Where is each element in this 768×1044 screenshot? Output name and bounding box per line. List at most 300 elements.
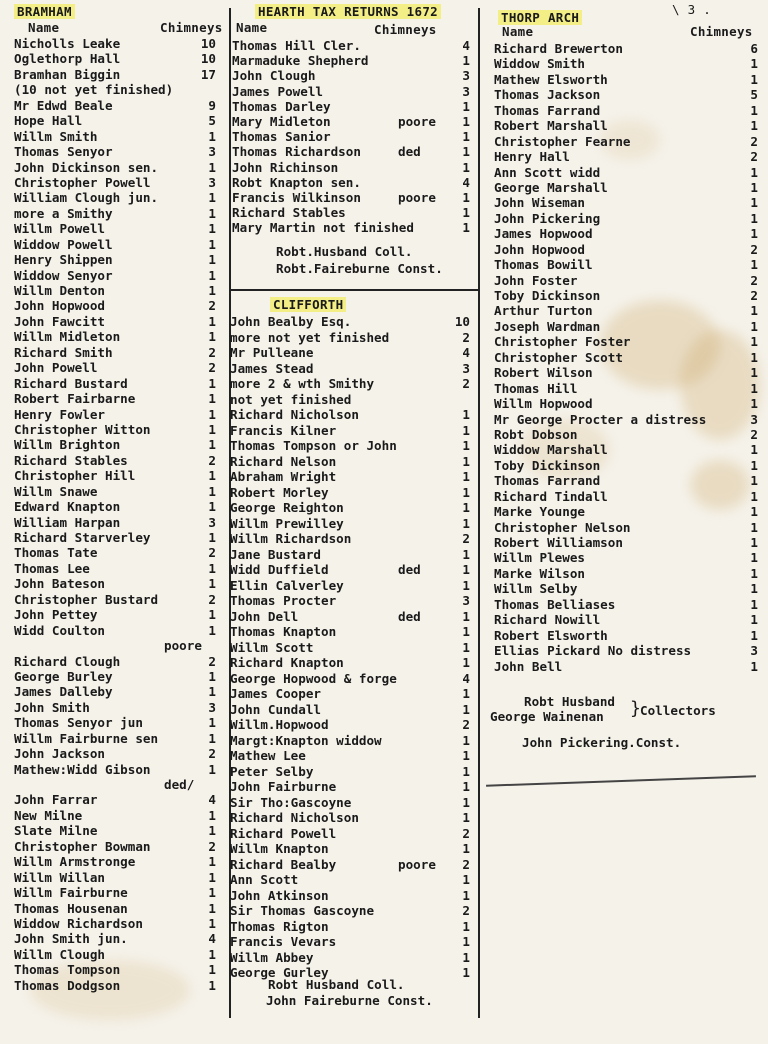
list-item [14, 160, 228, 175]
entry-note: poore [398, 189, 436, 205]
entry-name: Henry Shippen [14, 252, 113, 268]
entry-chimneys: 1 [462, 469, 470, 484]
entry-name: Richard Bealby [230, 856, 337, 872]
entry-chimneys: 1 [750, 257, 758, 273]
entry-chimneys: 1 [462, 810, 470, 825]
entry-chimneys: 1 [208, 267, 216, 283]
entry-name: Thomas Sanior [232, 129, 331, 145]
entry-name: John Clough [232, 68, 316, 84]
list-item [230, 423, 474, 439]
list-item [494, 226, 762, 241]
entry-chimneys: 1 [208, 128, 216, 144]
list-item [230, 717, 474, 733]
list-item [232, 144, 474, 159]
entry-name: John Fawcitt [14, 313, 105, 329]
entry-name: (10 not yet finished) [14, 82, 174, 98]
entry-name: Robert Wilson [494, 365, 593, 381]
list-item [230, 810, 474, 826]
list-item [14, 515, 228, 530]
list-item [230, 500, 474, 516]
list-item [494, 350, 762, 365]
entry-name: Thomas Belliases [494, 596, 616, 612]
collectors-brace: } [630, 698, 641, 719]
list-item [14, 82, 228, 97]
entry-name: Henry Fowler [14, 406, 105, 422]
entry-chimneys: 1 [462, 484, 470, 500]
list-item [494, 489, 762, 504]
entry-chimneys: 10 [454, 314, 470, 329]
entry-name: Willm Plewes [494, 550, 585, 566]
entry-chimneys: 1 [750, 535, 758, 550]
entry-chimneys: 1 [462, 639, 470, 655]
list-item [230, 950, 474, 966]
entry-chimneys: 1 [750, 380, 758, 396]
entry-chimneys: 1 [208, 869, 216, 885]
entry-name: Thomas Hill Cler. [232, 38, 361, 53]
list-item [14, 51, 228, 66]
entry-chimneys: 1 [462, 422, 470, 438]
list-item [494, 566, 762, 581]
entry-name: Willm Scott [230, 639, 314, 655]
list-item [14, 314, 228, 329]
list-item [230, 438, 474, 454]
entry-name: Richard Smith [14, 344, 113, 360]
list-item [232, 38, 474, 53]
entry-name: John Bealby Esq. [230, 314, 352, 329]
list-item [14, 885, 228, 900]
entry-note: ded [398, 144, 421, 160]
entry-name: Willm Hopwood [494, 396, 593, 412]
entry-chimneys: 1 [208, 946, 216, 962]
entry-chimneys: 1 [208, 977, 216, 993]
entry-name: John Dell [230, 608, 299, 624]
entry-chimneys: 9 [208, 97, 216, 113]
entry-chimneys: 1 [462, 189, 470, 205]
entry-chimneys: 1 [462, 949, 470, 965]
list-item [230, 547, 474, 563]
entry-name: Thomas Darley [232, 98, 331, 114]
entry-chimneys: 1 [208, 715, 216, 731]
list-item [230, 345, 474, 361]
list-item [230, 624, 474, 640]
list-item [230, 872, 474, 888]
entry-name: John Smith jun. [14, 931, 128, 947]
entry-name: Sir Thomas Gascoyne [230, 903, 375, 918]
entry-name: Christopher Powell [14, 174, 151, 190]
list-item [230, 330, 474, 346]
entry-chimneys: 1 [750, 365, 758, 381]
entry-chimneys: 2 [208, 838, 216, 854]
list-item [230, 516, 474, 532]
entry-chimneys: 1 [462, 624, 470, 639]
entry-name: Thomas Bowill [494, 257, 593, 273]
entry-chimneys: 1 [462, 438, 470, 453]
entry-chimneys: 3 [462, 68, 470, 84]
entry-name: Henry Hall [494, 149, 570, 165]
entry-chimneys: 2 [462, 903, 470, 918]
entry-chimneys: 1 [208, 823, 216, 839]
section-divider [229, 289, 480, 291]
entry-chimneys: 2 [750, 241, 758, 257]
list-item [232, 99, 474, 114]
entry-name: James Dalleby [14, 684, 113, 700]
entry-chimneys: 1 [462, 748, 470, 763]
entry-chimneys: 1 [208, 962, 216, 978]
entry-name: Richard Knapton [230, 655, 344, 670]
list-item [230, 562, 474, 578]
entry-chimneys: 1 [750, 195, 758, 211]
entry-name: Robert Marshall [494, 118, 608, 134]
list-item [232, 129, 474, 144]
entry-chimneys: 2 [208, 746, 216, 762]
entry-chimneys: 1 [462, 732, 470, 748]
entry-chimneys: 1 [462, 655, 470, 670]
list-item [494, 56, 762, 71]
entry-chimneys: 1 [462, 159, 470, 175]
list-item [14, 808, 228, 823]
list-item [230, 795, 474, 811]
list-item [494, 628, 762, 643]
entry-name: Joseph Wardman [494, 318, 601, 334]
list-item [14, 206, 228, 221]
list-item [230, 640, 474, 656]
clifforth-collector: Robt Husband Coll. [268, 977, 405, 992]
list-item [14, 777, 228, 792]
entry-chimneys: 1 [750, 519, 758, 535]
entry-name: more not yet finished [230, 329, 390, 345]
entry-note: ded [398, 608, 421, 624]
list-item [230, 655, 474, 671]
entry-name: Widdow Smith [494, 56, 585, 72]
entry-name: Hope Hall [14, 113, 83, 129]
list-item [494, 581, 762, 596]
entry-name: Arthur Turton [494, 303, 593, 319]
entry-name: Ann Scott widd [494, 164, 601, 180]
list-item [230, 593, 474, 609]
entry-name: Mathew Elsworth [494, 71, 608, 87]
entry-name: John Atkinson [230, 887, 329, 903]
entry-chimneys: 1 [462, 500, 470, 515]
entry-name: Willm Knapton [230, 841, 329, 856]
entry-chimneys: 1 [462, 779, 470, 794]
entry-name: more 2 & wth Smithy [230, 376, 375, 391]
entry-note: poore [164, 638, 202, 654]
entry-chimneys: 1 [750, 71, 758, 87]
list-item [494, 149, 762, 164]
list-item [232, 84, 474, 99]
entry-name: Margt:Knapton widdow [230, 732, 382, 748]
entry-name: Toby Dickinson [494, 288, 601, 303]
entry-chimneys: 1 [462, 763, 470, 779]
entry-name: Willm.Hopwood [230, 717, 329, 732]
entry-chimneys: 2 [750, 133, 758, 149]
entry-chimneys: 4 [462, 345, 470, 360]
list-item [494, 118, 762, 133]
list-item [14, 870, 228, 885]
entry-name: Willm Richardson [230, 531, 352, 546]
entry-chimneys: 1 [208, 313, 216, 329]
list-item [14, 329, 228, 344]
list-item [14, 916, 228, 931]
entry-chimneys: 4 [208, 931, 216, 947]
entry-chimneys: 1 [462, 965, 470, 980]
list-item [232, 220, 474, 235]
entry-name: Robert Morley [230, 484, 329, 500]
list-item [230, 469, 474, 485]
list-item [14, 592, 228, 607]
entry-chimneys: 1 [208, 421, 216, 437]
list-item [14, 376, 228, 391]
list-item [14, 422, 228, 437]
list-item [230, 903, 474, 919]
list-item [14, 947, 228, 962]
entry-chimneys: 4 [462, 38, 470, 53]
entry-name: Thomas Lee [14, 560, 90, 576]
entry-name: Robert Elsworth [494, 627, 608, 643]
list-item [14, 391, 228, 406]
entry-name: John Smith [14, 699, 90, 715]
entry-name: William Harpan [14, 514, 121, 530]
entry-name: John Foster [494, 272, 578, 288]
entry-name: Nicholls Leake [14, 36, 121, 51]
list-item [14, 530, 228, 545]
list-item [14, 113, 228, 128]
entry-name: George Gurley [230, 965, 329, 980]
middle-header-name: Name [236, 20, 268, 35]
entry-name: Thomas Tompson [14, 962, 121, 978]
left-header-chimneys: Chimneys [160, 20, 223, 35]
list-item [14, 607, 228, 622]
list-item [14, 746, 228, 761]
entry-chimneys: 1 [750, 349, 758, 365]
entry-chimneys: 3 [462, 83, 470, 99]
entry-chimneys: 4 [208, 792, 216, 808]
entry-name: John Wiseman [494, 195, 585, 211]
list-item [494, 180, 762, 195]
entry-chimneys: 1 [462, 934, 470, 949]
entry-chimneys: 2 [750, 149, 758, 165]
entry-chimneys: 1 [208, 622, 216, 638]
list-item [494, 288, 762, 303]
entry-chimneys: 1 [462, 562, 470, 577]
entry-chimneys: 2 [750, 272, 758, 288]
list-item [14, 684, 228, 699]
entry-chimneys: 1 [462, 220, 470, 236]
entry-name: Marke Younge [494, 504, 585, 520]
entry-name: Willm Abbey [230, 949, 314, 965]
entry-name: Francis Wilkinson [232, 189, 361, 205]
list-item [494, 458, 762, 473]
entry-name: George Marshall [494, 179, 608, 195]
entry-chimneys: 1 [750, 334, 758, 350]
entry-chimneys: 1 [208, 190, 216, 206]
list-item [230, 361, 474, 377]
entry-name: Robert Williamson [494, 535, 623, 550]
entry-name: Mr George Procter a distress [494, 411, 707, 427]
clifforth-list [230, 314, 474, 981]
list-item [494, 643, 762, 658]
list-item [14, 654, 228, 669]
entry-name: John Cundall [230, 701, 321, 717]
entry-name: Christopher Bowman [14, 838, 151, 854]
list-item [14, 283, 228, 298]
list-item [14, 175, 228, 190]
entry-chimneys: 1 [208, 730, 216, 746]
entry-chimneys: 3 [750, 643, 758, 659]
entry-chimneys: 1 [208, 252, 216, 268]
entry-name: Richard Starverley [14, 530, 151, 545]
entry-name: John Dickinson sen. [14, 159, 159, 175]
entry-name: Widdow Powell [14, 236, 113, 252]
entry-name: not yet finished [230, 391, 352, 407]
entry-chimneys: 1 [208, 159, 216, 175]
middle-header-chimneys: Chimneys [374, 22, 437, 37]
entry-chimneys: 1 [462, 887, 470, 903]
entry-name: Christopher Fearne [494, 133, 631, 149]
list-item [494, 273, 762, 288]
list-item [230, 686, 474, 702]
collector-1: Robt Husband [524, 694, 615, 709]
entry-chimneys: 1 [750, 565, 758, 581]
entry-chimneys: 1 [208, 530, 216, 545]
list-item [14, 453, 228, 468]
entry-name: Robt Knapton sen. [232, 174, 361, 190]
entry-chimneys: 1 [462, 205, 470, 221]
entry-chimneys: 1 [462, 701, 470, 717]
list-item [230, 392, 474, 408]
right-header-name: Name [502, 24, 534, 39]
entry-name: Peter Selby [230, 763, 314, 779]
entry-name: Christopher Hill [14, 468, 136, 484]
entry-name: John Hopwood [14, 298, 105, 314]
entry-chimneys: 1 [462, 98, 470, 114]
list-item [494, 396, 762, 411]
entry-chimneys: 1 [750, 102, 758, 118]
list-item [494, 520, 762, 535]
entry-chimneys: 1 [750, 318, 758, 334]
entry-chimneys: 3 [462, 360, 470, 376]
entry-name: Toby Dickinson [494, 457, 601, 473]
entry-name: Mary Martin not finished [232, 220, 414, 236]
entry-name: Slate Milne [14, 823, 98, 839]
entry-chimneys: 1 [462, 794, 470, 810]
list-item [14, 978, 228, 993]
place-clifforth: CLIFFORTH [270, 297, 346, 312]
entry-chimneys: 1 [208, 668, 216, 684]
entry-chimneys: 1 [750, 581, 758, 597]
entry-name: Thomas Hill [494, 380, 578, 396]
place-thorp-arch: THORP ARCH [498, 10, 582, 25]
list-item [14, 962, 228, 977]
entry-chimneys: 1 [208, 468, 216, 484]
entry-name: Widd Coulton [14, 622, 105, 638]
entry-name: Willm Fairburne [14, 885, 128, 901]
list-item [494, 134, 762, 149]
list-item [494, 195, 762, 210]
list-item [494, 103, 762, 118]
entry-note: poore [398, 856, 436, 872]
entry-name: Richard Nicholson [230, 407, 359, 422]
list-item [230, 407, 474, 423]
entry-chimneys: 1 [462, 546, 470, 562]
entry-chimneys: 1 [462, 918, 470, 934]
list-item [230, 857, 474, 873]
entry-chimneys: 1 [208, 684, 216, 700]
entry-name: Thomas Tompson or John [230, 438, 397, 453]
list-item [494, 427, 762, 442]
list-item [14, 792, 228, 807]
entry-chimneys: 1 [750, 504, 758, 520]
list-item [494, 535, 762, 550]
list-item [14, 298, 228, 313]
entry-name: Jane Bustard [230, 546, 321, 562]
list-item [14, 561, 228, 576]
entry-chimneys: 1 [208, 915, 216, 931]
entry-chimneys: 3 [462, 593, 470, 608]
entry-chimneys: 1 [208, 761, 216, 777]
list-item [14, 252, 228, 267]
entry-chimneys: 1 [750, 210, 758, 226]
list-item [494, 442, 762, 457]
entry-chimneys: 1 [462, 407, 470, 422]
entry-name: Thomas Rigton [230, 918, 329, 934]
entry-chimneys: 1 [208, 406, 216, 422]
entry-chimneys: 2 [462, 856, 470, 872]
list-item [14, 98, 228, 113]
entry-chimneys: 1 [750, 627, 758, 643]
entry-chimneys: 1 [462, 841, 470, 856]
entry-name: Mr Pulleane [230, 345, 314, 360]
entry-chimneys: 1 [462, 53, 470, 69]
entry-chimneys: 10 [200, 36, 216, 51]
list-item [494, 597, 762, 612]
list-item [14, 190, 228, 205]
entry-chimneys: 1 [208, 576, 216, 592]
entry-chimneys: 2 [750, 288, 758, 303]
list-item [14, 484, 228, 499]
list-item [494, 257, 762, 272]
list-item [14, 499, 228, 514]
list-item [494, 242, 762, 257]
entry-name: Mary Midleton [232, 113, 331, 129]
entry-chimneys: 1 [462, 608, 470, 624]
entry-name: Oglethorp Hall [14, 51, 121, 67]
entry-name: Richard Clough [14, 653, 121, 669]
entry-chimneys: 1 [462, 515, 470, 531]
scribble-line [486, 775, 756, 786]
entry-chimneys: 1 [750, 658, 758, 674]
entry-chimneys: 1 [208, 375, 216, 391]
list-item [232, 175, 474, 190]
list-item [14, 931, 228, 946]
entry-name: Robert Fairbarne [14, 391, 136, 407]
entry-chimneys: 1 [208, 483, 216, 499]
entry-note: ded [398, 562, 421, 577]
entry-chimneys: 1 [750, 457, 758, 473]
entry-name: Mr Edwd Beale [14, 97, 113, 113]
entry-chimneys: 1 [462, 686, 470, 701]
entry-chimneys: 2 [462, 717, 470, 732]
list-item [14, 67, 228, 82]
entry-name: Thomas Housenan [14, 900, 128, 916]
entry-name: James Powell [232, 83, 323, 99]
entry-name: Thomas Richardson [232, 144, 361, 160]
list-item [232, 114, 474, 129]
entry-name: Thomas Knapton [230, 624, 337, 639]
list-item [230, 531, 474, 547]
entry-name: Christopher Bustard [14, 591, 159, 607]
entry-chimneys: 1 [462, 577, 470, 593]
